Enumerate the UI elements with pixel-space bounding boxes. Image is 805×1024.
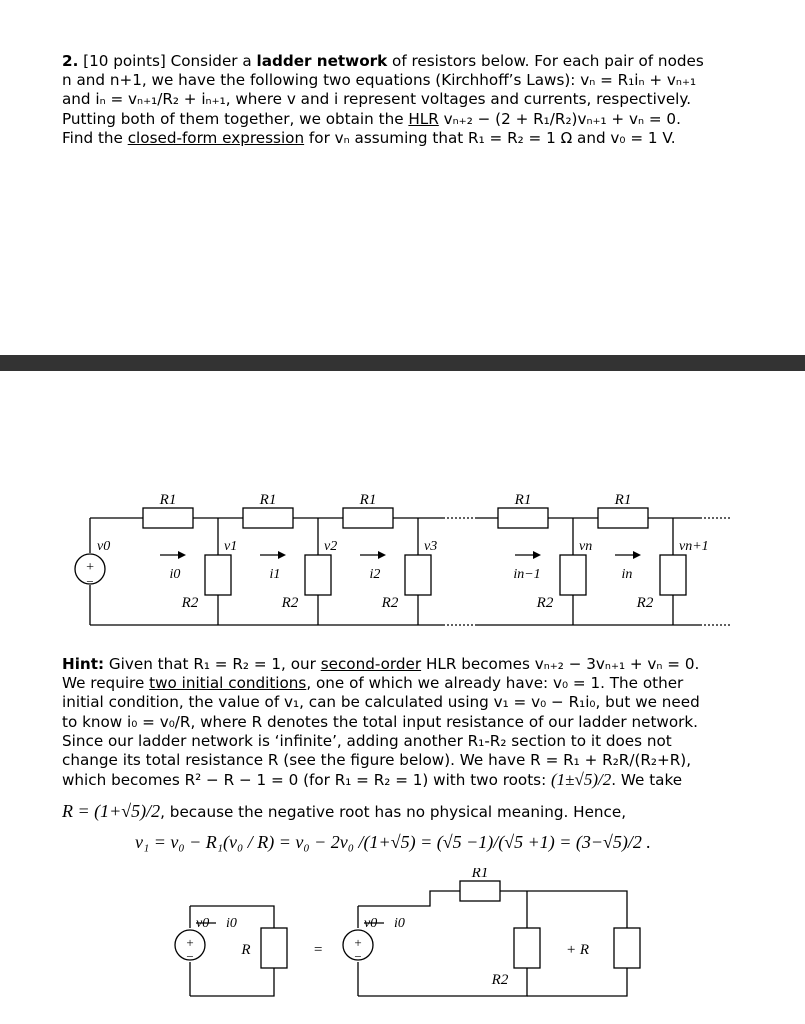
r1-resistor-3 bbox=[343, 508, 393, 528]
problem-statement bbox=[62, 52, 752, 148]
hint-text-part: Given that R₁ = R₂ = 1, our bbox=[104, 655, 321, 673]
v2-label: v2 bbox=[324, 539, 338, 554]
equivalence-diagram bbox=[0, 868, 805, 1024]
plus-r-label: + R bbox=[566, 942, 590, 958]
ladder-network-diagram bbox=[0, 485, 805, 635]
hint-line-3: initial condition, the value of v₁, can be calculated using v₁ = v₀ − R₁i₀, but we need bbox=[62, 693, 700, 712]
r2-section-resistor bbox=[514, 928, 540, 968]
r-remaining-resistor bbox=[614, 928, 640, 968]
problem-line-3: and iₙ = vₙ₊₁/R₂ + iₙ₊₁, where v and i represent voltages and currents, respectively. bbox=[62, 90, 692, 109]
r1-resistor-n bbox=[498, 508, 548, 528]
hint-text-part: HLR becomes vₙ₊₂ − 3vₙ₊₁ + vₙ = 0. bbox=[421, 655, 700, 673]
ladder-network-term: ladder network bbox=[256, 52, 388, 70]
r1-label-2: R1 bbox=[259, 492, 277, 508]
problem-points: [10 points] bbox=[83, 52, 166, 70]
r2-label-3: R2 bbox=[381, 595, 399, 611]
hint-text bbox=[62, 655, 752, 790]
hint-text-part: . We take bbox=[611, 771, 683, 790]
in1-label: in−1 bbox=[513, 567, 541, 582]
r2-resistor-2 bbox=[305, 555, 331, 595]
mid-source-plus: + bbox=[354, 935, 362, 950]
section-divider bbox=[0, 355, 805, 371]
r1-resistor-1 bbox=[143, 508, 193, 528]
left-source-plus: + bbox=[186, 935, 194, 950]
hint-line-7 bbox=[62, 770, 752, 790]
left-i0-label: i0 bbox=[226, 916, 237, 931]
problem-text: vₙ₊₂ − (2 + R₁/R₂)vₙ₊₁ + vₙ = 0. bbox=[438, 109, 681, 128]
hint-text-part: which becomes R² − R − 1 = 0 (for R₁ = R₂ = 1) with two roots: bbox=[62, 771, 552, 790]
r-equation: R = (1+√5)/2 bbox=[62, 801, 161, 821]
hint-line-2 bbox=[62, 674, 752, 693]
hint-label: Hint: bbox=[62, 655, 105, 673]
r1-section-resistor bbox=[460, 881, 500, 901]
i1-label: i1 bbox=[269, 567, 281, 582]
problem-number: 2. bbox=[62, 52, 79, 70]
fig-r1-label: R1 bbox=[471, 868, 489, 881]
i2-label: i2 bbox=[369, 567, 381, 582]
r1-resistor-2 bbox=[243, 508, 293, 528]
v1-equation: v₁ = v₀ − R₁(v₀ / R) = v₀ − 2v₀ /(1+√5) = (√5 −1)/(√5 +1) = (3−√5)/2 . bbox=[135, 832, 651, 852]
r2-resistor-n1 bbox=[660, 555, 686, 595]
r1-label-n: R1 bbox=[514, 492, 532, 508]
hlr-term: HLR bbox=[408, 109, 439, 128]
r1-label-3: R1 bbox=[359, 492, 377, 508]
v3-label: v3 bbox=[424, 539, 438, 554]
r2-label-n: R2 bbox=[536, 595, 554, 611]
mid-i0-label: i0 bbox=[394, 916, 405, 931]
r-total-resistor bbox=[261, 928, 287, 968]
problem-text: Consider a bbox=[170, 52, 257, 70]
hint-text-part: , because the negative root has no physical meaning. Hence, bbox=[160, 803, 627, 821]
problem-text: Find the bbox=[62, 128, 128, 147]
problem-line-2: n and n+1, we have the following two equations (Kirchhoff’s Laws): vₙ = R₁iₙ + vₙ₊₁ bbox=[62, 71, 697, 90]
mid-v0-label: v0 bbox=[364, 916, 378, 931]
r1-resistor-n1 bbox=[598, 508, 648, 528]
r2-resistor-3 bbox=[405, 555, 431, 595]
hint-line-5: Since our ladder network is ‘infinite’, adding another R₁-R₂ section to it does not bbox=[62, 731, 672, 750]
hint-text-part: We require bbox=[62, 674, 150, 693]
fig-r2-label: R2 bbox=[491, 972, 509, 988]
left-source-minus: − bbox=[186, 949, 194, 964]
second-order-term: second-order bbox=[320, 655, 422, 673]
r1-label-1: R1 bbox=[159, 492, 177, 508]
closed-form-term: closed-form expression bbox=[127, 128, 305, 147]
in-label: in bbox=[621, 567, 633, 582]
equals-sign: = bbox=[312, 942, 324, 958]
problem-text: Putting both of them together, we obtain the bbox=[62, 109, 409, 128]
v0-label: v0 bbox=[97, 539, 111, 554]
vn-label: vn bbox=[579, 539, 593, 554]
problem-line-5 bbox=[62, 129, 752, 148]
hint-line-1 bbox=[62, 655, 752, 674]
r1-label-n1: R1 bbox=[614, 492, 632, 508]
mid-source-minus: − bbox=[354, 949, 362, 964]
hint-line-6: change its total resistance R (see the figure below). We have R = R₁ + R₂R/(R₂+R), bbox=[62, 751, 692, 770]
initial-conditions-term: two initial conditions bbox=[149, 674, 307, 693]
problem-text: of resistors below. For each pair of nodes bbox=[387, 52, 704, 70]
source-plus: + bbox=[85, 560, 95, 575]
r2-resistor-n bbox=[560, 555, 586, 595]
problem-line-1 bbox=[62, 52, 752, 71]
left-v0-label: v0 bbox=[196, 916, 210, 931]
i0-label: i0 bbox=[169, 567, 181, 582]
left-r-label: R bbox=[241, 942, 251, 958]
r2-label-2: R2 bbox=[281, 595, 299, 611]
v1-label: v1 bbox=[224, 539, 238, 554]
problem-line-4 bbox=[62, 110, 752, 129]
hint-line-4: to know i₀ = v₀/R, where R denotes the total input resistance of our ladder network. bbox=[62, 712, 699, 731]
r2-label-1: R2 bbox=[181, 595, 199, 611]
r2-resistor-1 bbox=[205, 555, 231, 595]
hint-text-part: , one of which we already have: v₀ = 1. The other bbox=[306, 674, 684, 693]
vn1-label: vn+1 bbox=[679, 539, 709, 554]
hint-line-8 bbox=[62, 801, 752, 822]
r2-label-n1: R2 bbox=[636, 595, 654, 611]
source-minus: − bbox=[86, 574, 94, 589]
roots-equation: (1±√5)/2 bbox=[551, 770, 612, 790]
problem-text: for vₙ assuming that R₁ = R₂ = 1 Ω and v₀ = 1 V. bbox=[304, 128, 676, 147]
